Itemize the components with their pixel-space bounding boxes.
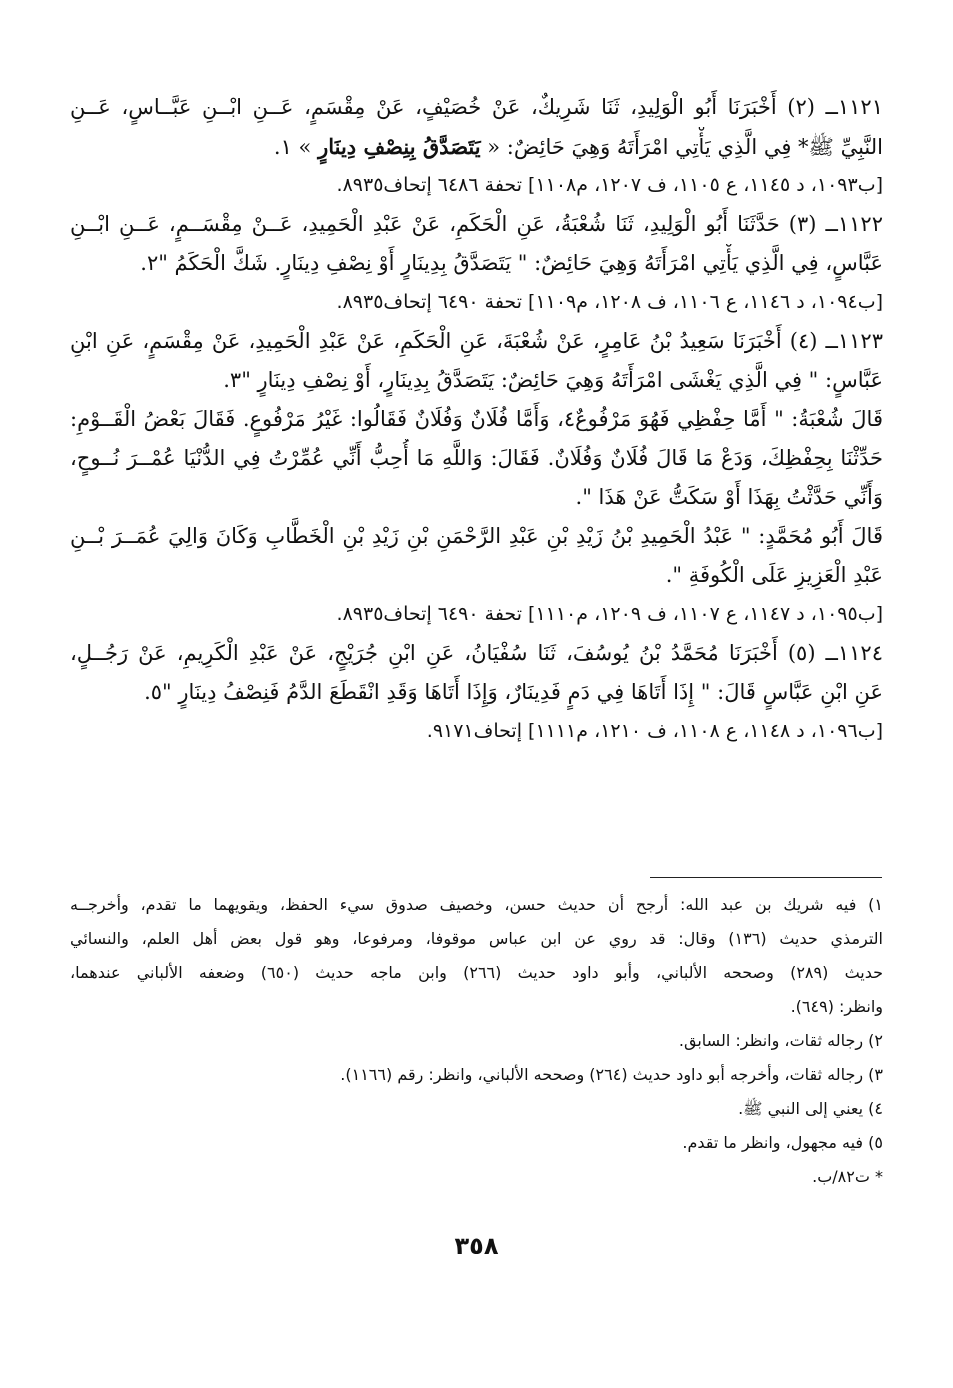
footnote-divider — [650, 877, 882, 878]
text-line — [70, 127, 883, 166]
footnote-line: ٣) رجاله ثقات، وأخرجه أبو داود حديث (٢٦٤) وصححه الألباني، وانظر: رقم (١١٦٦). — [340, 1065, 883, 1084]
text-line: ١١٢٣ــ (٤) أَخْبَرَنَا سَعِيدُ بْنُ عَامِرٍ، عَنْ شُعْبَةَ، عَنِ الْحَكَمِ، عَنْ عَبْدِ الْحَمِيدِ، عَنْ مِقْسَمٍ، عَنِ ابْنِ — [70, 329, 883, 353]
text-line: عَنِ ابْنِ عَبَّاسٍ قَالَ: " إِذَا أَتَاهَا فِي دَمٍ فَدِينَارٌ، وَإِذَا أَتَاهَا وَقَدِ انْقَطَعَ الدَّمُ فَنِصْفُ دِينَارٍ "٥. — [144, 680, 883, 704]
footnote-line: ٤) يعني إلى النبي ﷺ. — [738, 1099, 883, 1118]
text-line: ١١٢٢ــ (٣) حَدَّثَنَا أَبُو الْوَلِيدِ، ثَنَا شُعْبَةُ، عَنِ الْحَكَمِ، عَنْ عَبْدِ الْحَمِيدِ، عَــنْ مِقْسَــمٍ، عَــنِ ابْــنِ — [70, 212, 883, 236]
emphasized-text: يَتَصَدَّقُ بِنِصْفِ دِينَارٍ — [318, 134, 481, 159]
text-line: حَدِّثْنَا بِحِفْظِكَ، وَدَعْ مَا قَالَ فُلَانٌ وَفُلَانٌ. فَقَالَ: وَاللَّهِ مَا أُحِبُّ أَنِّي عُمِّرْتُ فِي الدُّنْيَا عُمْــرَ نُــوحٍ، — [70, 446, 883, 470]
text-line: عَبَّاسٍ: " فِي الَّذِي يَغْشَى امْرَأَتَهُ وَهِيَ حَائِضٌ: يَتَصَدَّقُ بِدِينَارٍ، أَوْ نِصْفِ دِينَارٍ "٣. — [223, 368, 883, 392]
text-line: وَأَنِّي حَدَّثْتُ بِهَذَا أَوْ سَكَتُّ عَنْ هَذَا ". — [575, 485, 883, 509]
footnote-line: الترمذي حديث (١٣٦) وقال: قد روي عن ابن عباس موقوفا، ومرفوعا، وهو قول بعض أهل العلم، والنسائي — [70, 929, 883, 948]
main-text — [70, 88, 883, 751]
text-line-part: » ١. — [273, 135, 319, 159]
reference-line: [ب١٠٩٥، د ١١٤٧، ع ١١٠٧، ف ١٢٠٩، م١١١٠] تحفة ٦٤٩٠ إتحاف٨٩٣٥. — [336, 603, 883, 625]
text-line: عَبْدِ الْعَزِيزِ عَلَى الْكُوفَةِ ". — [665, 563, 883, 587]
page-number: ٣٥٨ — [454, 1232, 499, 1260]
footnote-line: ٢) رجاله ثقات، وانظر: السابق. — [678, 1031, 883, 1050]
text-line: عَبَّاسٍ، فِي الَّذِي يَأْتِي امْرَأَتَهُ وَهِيَ حَائِضٌ: " يَتَصَدَّقُ بِدِينَارٍ أَوْ نِصْفِ دِينَارٍ. شَكَّ الْحَكَمُ "٢. — [140, 251, 883, 275]
text-line-part: النَّبِيِّ ﷺ* فِي الَّذِي يَأْتِي امْرَأَتَهُ وَهِيَ حَائِضٌ: « — [480, 135, 883, 159]
text-line: قَالَ شُعْبَةُ: " أَمَّا حِفْظِي فَهُوَ مَرْفُوعٌ٤، وَأَمَّا فُلَانٌ وَفُلَانٌ فَقَالُوا: غَيْرُ مَرْفُوعٍ. فَقَالَ بَعْضُ الْقَــوْمِ: — [70, 407, 883, 431]
reference-line: [ب١٠٩٣، د ١١٤٥، ع ١١٠٥، ف ١٢٠٧، م١١٠٨] تحفة ٦٤٨٦ إتحاف٨٩٣٥. — [336, 174, 883, 196]
footnote-line: وانظر: (٦٤٩). — [790, 997, 883, 1016]
footnote-line: حديث (٢٨٩) وصححه الألباني، وأبو داود حديث (٢٦٦) وابن ماجه حديث (٦٥٠) وضعفه الألباني عندهما، — [70, 963, 883, 982]
footnote-line: ١) فيه شريك بن عبد الله: أرجح أن حديث حسن، وخصيف صدوق سيء الحفظ، ويقويهما ما تقدم، وأخرجــه — [70, 895, 883, 914]
reference-line: [ب١٠٩٤، د ١١٤٦، ع ١١٠٦، ف ١٢٠٨، م١١٠٩] تحفة ٦٤٩٠ إتحاف٨٩٣٥. — [336, 291, 883, 313]
footnote-line: ٥) فيه مجهول، وانظر ما تقدم. — [682, 1133, 883, 1152]
text-line: ١١٢٤ــ (٥) أَخْبَرَنَا مُحَمَّدُ بْنُ يُوسُفَ، ثَنَا سُفْيَانُ، عَنِ ابْنِ جُرَيْجٍ، عَنْ عَبْدِ الْكَرِيمِ، عَنْ رَجُــلٍ، — [70, 641, 883, 665]
text-line: ١١٢١ــ (٢) أَخْبَرَنَا أَبُو الْوَلِيدِ، ثَنَا شَرِيكٌ، عَنْ خُصَيْفٍ، عَنْ مِقْسَمٍ، عَــنِ ابْــنِ عَبَّــاسٍ، عَــنِ — [70, 95, 883, 119]
footnotes — [70, 888, 883, 1194]
text-line: قَالَ أَبُو مُحَمَّدٍ: " عَبْدُ الْحَمِيدِ بْنُ زَيْدِ بْنِ عَبْدِ الرَّحْمَنِ بْنِ زَيْدِ بْنِ الْخَطَّابِ وَكَانَ وَالِيَ عُمَــرَ بْــنِ — [70, 524, 883, 548]
footnote-line: * ت٨٢/ب. — [812, 1167, 883, 1186]
reference-line: [ب١٠٩٦، د ١١٤٨، ع ١١٠٨، ف ١٢١٠، م١١١١] إتحاف٩١٧١. — [426, 720, 883, 742]
